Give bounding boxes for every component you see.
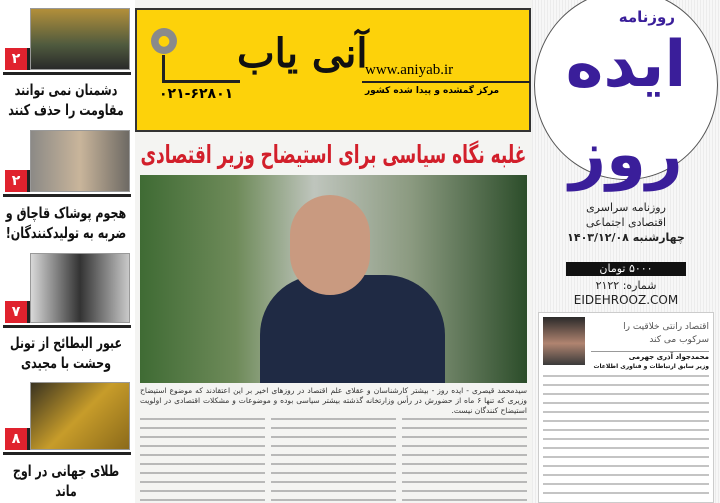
text-column: [271, 418, 396, 503]
page-badge[interactable]: ۲: [5, 170, 27, 192]
news-photo-clothing[interactable]: [30, 130, 130, 192]
ad-url[interactable]: www.aniyab.ir: [365, 62, 454, 78]
photo-figure: [260, 275, 445, 383]
divider: [27, 428, 30, 450]
ad-tagline: مرکز گمشده و پیدا شده کشور: [365, 86, 500, 96]
website[interactable]: EIDEHROOZ.COM: [573, 293, 679, 307]
newspaper-logo: ایده روز: [565, 28, 687, 192]
page-badge[interactable]: ۷: [5, 301, 27, 323]
left-news-column: [0, 0, 135, 503]
issue-number: شماره: ۲۱۲۲: [595, 279, 657, 292]
advertisement-aniyab[interactable]: [135, 8, 531, 132]
page-badge[interactable]: ۲: [5, 48, 27, 70]
logo-small-text: روزنامه: [618, 8, 675, 26]
author-photo: [543, 317, 585, 365]
issue-date: چهارشنبه ۱۴۰۳/۱۲/۰۸: [567, 231, 685, 244]
lead-paragraph: سیدمحمد قیصری - ایده روز - بیشتر کارشناسان و عقلای علم اقتصاد در روزهای اخیر بر این اعتقادند که موضوع استیضاح وزیری که تنها ۶ ماه از حضورش در رأس وزارتخانه گذشته بیشتر سیاسی بوده و موضوعات و مشکلات اقتصادی در اولویت استیضاح کنندگان نیست.: [140, 386, 527, 415]
page-badge[interactable]: ۸: [5, 428, 27, 450]
paper-type: روزنامه سراسری: [586, 201, 666, 214]
main-headline[interactable]: غلبه نگاه سیاسی برای استیضاح وزیر اقتصادی: [140, 140, 526, 169]
location-pin-icon: ●: [151, 28, 177, 54]
main-headline-box: [138, 137, 528, 173]
divider: [3, 72, 131, 75]
news-photo-gold[interactable]: [30, 382, 130, 450]
divider: [591, 351, 709, 352]
author-role: وزیر سابق ارتباطات و فناوری اطلاعات: [593, 363, 709, 370]
ad-phone: ۰۲۱-۶۲۸۰۱: [159, 86, 234, 102]
divider: [162, 55, 165, 83]
article-body: [140, 418, 527, 503]
news-photo-parliament[interactable]: [30, 8, 130, 70]
masthead: [532, 0, 720, 503]
divider: [362, 81, 530, 83]
main-photo-minister[interactable]: [140, 175, 527, 383]
opinion-box[interactable]: [538, 312, 714, 503]
divider: [162, 80, 240, 83]
news-headline[interactable]: هجوم پوشاک قاچاق و ضربه به تولیدکنندگان!: [5, 204, 127, 242]
news-headline[interactable]: عبور البطائح از تونل وحشت با مجیدی: [9, 334, 123, 372]
divider: [27, 301, 30, 323]
divider: [3, 452, 131, 455]
text-column: [402, 418, 527, 503]
news-headline[interactable]: دشمنان نمی توانند مقاومت را حذف کنند: [8, 81, 124, 119]
opinion-body: [543, 375, 709, 500]
paper-category: اقتصادی اجتماعی: [585, 216, 667, 229]
divider: [27, 48, 30, 70]
author-name: محمدجواد آذری جهرمی: [628, 353, 709, 361]
news-headline[interactable]: طلای جهانی در اوج ماند: [12, 462, 120, 500]
divider: [3, 194, 131, 197]
opinion-title[interactable]: اقتصاد رانتی خلاقیت را سرکوب می کند: [623, 322, 709, 345]
divider: [27, 170, 30, 192]
text-column: [140, 418, 265, 503]
photo-face: [290, 195, 370, 295]
divider: [3, 325, 131, 328]
news-photo-coach[interactable]: [30, 253, 130, 323]
ad-brand: آنی یاب: [237, 30, 368, 77]
price-badge: ۵۰۰۰ تومان: [566, 262, 686, 276]
